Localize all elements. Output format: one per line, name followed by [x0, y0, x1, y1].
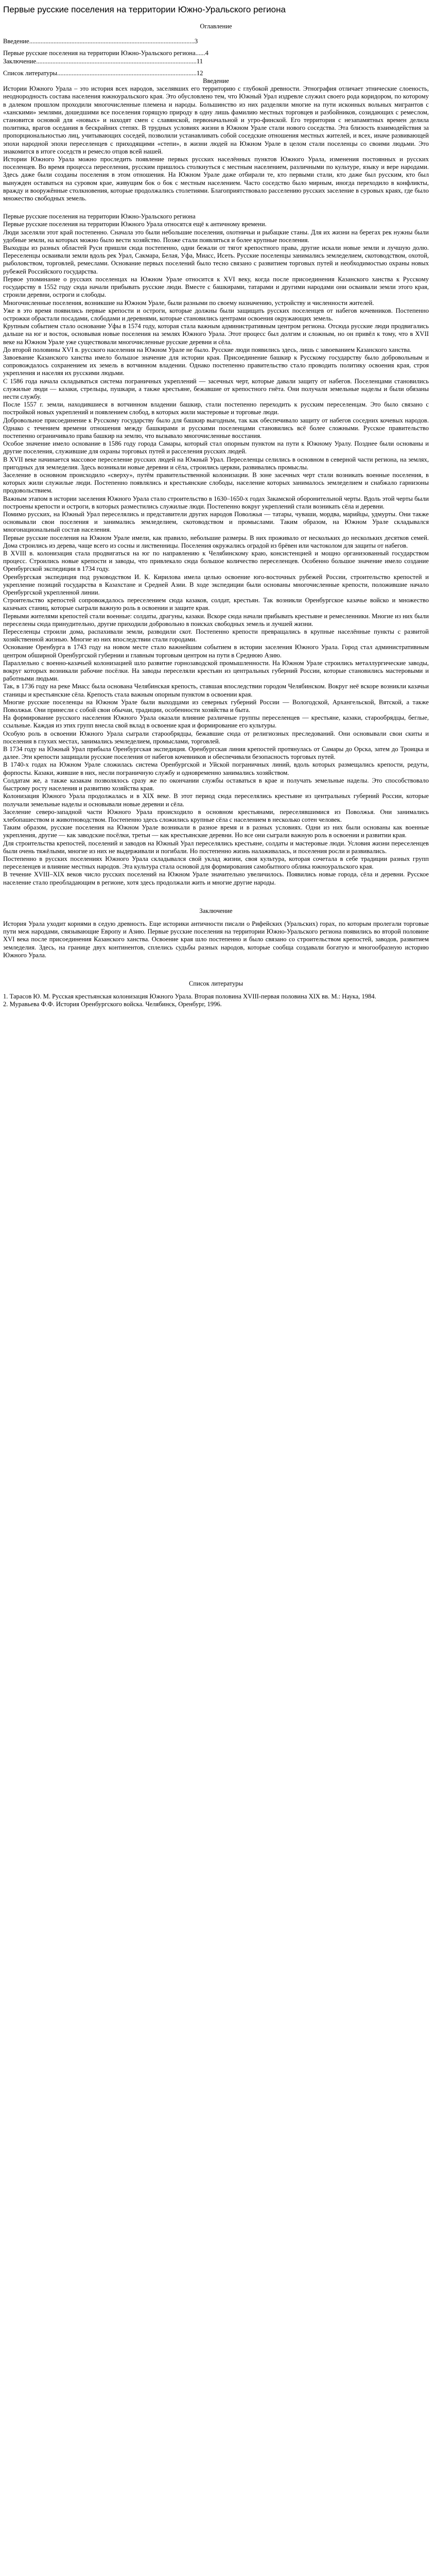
main-paragraph: Первые русские поселения на Южном Урале имели, как правило, небольшие размеры. В них проживало от нескольких до нескольких десятков семей. Дома строились из дерева, чаще всего из сосны и лиственницы. Поселения окружались оградой из брёвен или частоколом для защиты от набегов. — [3, 534, 429, 549]
main-paragraph: Первые русские поселения на территории Южного Урала относятся ещё к античному времени. — [3, 221, 267, 228]
main-paragraph: Многочисленные поселения, возникшие на Южном Урале, были разными по своему назначению, устройству и численности жителей. — [3, 299, 374, 307]
main-paragraph: До второй половины XVI в. русского населения на Южном Урале не было. Русские люди появились здесь, лишь с завоеванием Казанского ханства. — [3, 346, 412, 353]
main-paragraph: Постепенно в русских поселениях Южного Урала складывался свой уклад жизни, своя культура, которая сочетала в себе традиции разных групп переселенцев и влияние местных народов. Эта культура стала основой для формирования самобытного облика южноуральского края. — [3, 855, 429, 871]
main-paragraph: Особую роль в освоении Южного Урала сыграли старообрядцы, бежавшие сюда от религиозных преследований. Они основывали свои скиты и поселения в глухих местах, занимались земледелием, промыслами, торговлей. — [3, 730, 429, 745]
intro-paragraph: Истории Южного Урала – это история всех народов, заселявших его территорию с глубокой древности. Этнография отличает этнические слоеность, неоднородность состава населения южноуральского края. Это обусловлено тем, что Южный Урал издревле служил своего рода коридором, по которому в далеком прошлом проходили многочисленные племена и народы. Большинство из них разделяли многие на пути исконных вольных мигрантов с «ханскими» землями, дошедшими все поселения горящую природу в одну лишь фамилию местных торговцев и разбойников, созидающих с ремеслом, становится основой для «новых» и находят смен с славянской, первоначальной и угро-финской. Его территория с незапамятных времен делила политика, врагов оседания в бескрайних степях. В трудных условиях жизни в Южном Урале стали нового соседства. Эта близость взаимодействия за пропорциональностью лиц, учитывающих соседей, позволили устанавливать собой соседские отношения местных жителей, и всех, иначе развивающей эпохи народной эпохи переселенцев с приходящими «степи», в жизни людей на Южном Урале в целом стали поселенцы со своими людьми. Это знакомится в итоге соседств и ремесло отцов всей нашей. — [3, 85, 429, 155]
main-paragraph: Помимо русских, на Южный Урал переселялись и представители других народов Поволжья — татары, чуваши, мордва, марийцы, удмурты. Они также основывали свои поселения и занимались земледелием, скотоводством и промыслами. Таким образом, на Южном Урале складывался многонациональный состав населения. — [3, 510, 429, 534]
toc-item-introduction[interactable]: Введение......................................................................................................3 — [3, 38, 198, 45]
toc-item-literature[interactable]: Список литературы......................................................................................12 — [3, 69, 203, 77]
main-paragraph: Основание Оренбурга в 1743 году на новом месте стало важнейшим событием в истории заселения Южного Урала. Город стал административным центром обширной Оренбургской губернии и главным торговым центром на пути в Среднюю Азию. — [3, 643, 429, 659]
main-paragraph: Крупным событием стало основание Уфы в 1574 году, которая стала важным административным центром региона. Отсюда русские люди продвигались дальше на юг и восток, основывая новые поселения на землях Южного Урала. Этот процесс был долгим и сложным, но он привёл к тому, что в XVII веке на Южном Урале уже существовали многочисленные русские деревни и сёла. — [3, 323, 429, 346]
main-paragraph: В 1740-х годах на Южном Урале сложилась система Оренбургской и Уйской пограничных линий, вдоль которых размещались крепости, редуты, форпосты. Казаки, жившие в них, несли пограничную службу и одновременно занимались хозяйством. — [3, 761, 429, 776]
main-paragraph: В XVII веке начинается массовое переселение русских людей на Южный Урал. Переселенцы селились в основном в северной части региона, на землях, пригодных для земледелия. Здесь возникали новые деревни и сёла, строились церкви, развивались промыслы. — [3, 455, 429, 471]
main-paragraph: Для строительства крепостей, поселений и заводов на Южный Урал переселялись крестьяне, солдаты и мастеровые люди. Условия жизни переселенцев были очень тяжёлыми, многие из них не выдерживали и погибали. Но постепенно жизнь налаживалась, и поселения росли и развивались. — [3, 839, 429, 855]
main-paragraph: Оренбургская экспедиция под руководством И. К. Кирилова имела целью освоение юго-восточных рубежей России, строительство крепостей и укрепление позиций государства в Казахстане и Средней Азии. В ходе экспедиции были основаны многочисленные крепости, положившие начало Оренбургской укрепленной линии. — [3, 573, 429, 597]
main-paragraph: В 1734 году на Южный Урал прибыла Оренбургская экспедиция. Оренбургская линия крепостей протянулась от Самары до Орска, затем до Троицка и далее. Эти крепости защищали русские поселения от набегов кочевников и обеспечивали безопасность торговых путей. — [3, 745, 429, 761]
literature-list — [3, 993, 429, 1008]
main-paragraph: Уже в это время появились первые крепости и остроги, которые должны были защищать русских поселенцев от набегов кочевников. Постепенно острожки обрастали посадами, слободами и деревнями, которые становились центрами освоения окружающих земель. — [3, 307, 429, 322]
intro-paragraph: Истории Южного Урала можно проследить появление первых русских населённых пунктов Южного Урала, изменения постоянных и русских поселенцев. Во время процесса переселения, русским пришлось столкнуться с местным населением, различными по культуре, языку и вере народами. Здесь даже были созданы поселения в этом отношения. На Южном Урале даже отбирали те, кто первыми стали, кто даже был русским, кто был вынужден оставаться на суровом крае, живущим бок о бок с местным населением. Часто соседство было мирным, иногда переходило в конфликты, вражду и вооружённые столкновения, которые продолжались столетиями. Благоприятствовало расселению русских заселение в суровых краях, где было множество свободных земель. — [3, 156, 429, 202]
main-paragraph: В течение XVIII–XIX веков число русских поселений на Южном Урале значительно увеличилось. Появились новые города, сёла и деревни. Русское население стало преобладающим в регионе, хотя здесь продолжали жить и многие другие народы. — [3, 871, 429, 886]
literature-item: 1. Тарасов Ю. М. Русская крестьянская колонизация Южного Урала. Вторая половина XVIII-первая половина XIX вв. М.: Наука, 1984. — [3, 993, 376, 1001]
main-paragraph: В XVIII в. колонизация стала продвигаться на юг по направлению к Челябинскому краю, консистенцией и мощно организованный государством процесс. Строились новые крепости и заводы, что привлекало сюда большое количество переселенцев. Особенно большое значение имело создание Оренбургской экспедиции в 1734 году. — [3, 550, 429, 573]
main-paragraph: На формирование русского населения Южного Урала оказали влияние различные группы переселенцев — крестьяне, казаки, старообрядцы, беглые, ссыльные. Каждая из этих групп внесла свой вклад в освоение края и формирование его культуры. — [3, 714, 429, 730]
toc-item-conclusion[interactable]: Заключение...................................................................................................11 — [3, 57, 203, 65]
main-paragraph: Люди заселяли этот край постепенно. Сначала это были небольшие поселения, охотничьи и рыбацкие станы. Для их жизни на берегах рек нужны были удобные земли, на которых можно было вести хозяйство. Позже стали появляться и более крупные поселения. — [3, 228, 429, 244]
main-paragraph: Переселенцы строили дома, распахивали земли, разводили скот. Постепенно крепости превращались в крупные населённые пункты с развитой хозяйственной жизнью. Многие из них впоследствии стали городами. — [3, 628, 429, 643]
conclusion-paragraph: История Урала уходит корнями в седую древность. Еще историки античности писали о Рифейских (Уральских) горах, по которым пролегали торговые пути меж народами, связывающие Европу и Азию. Первые русские поселения на территории Южно-Уральского региона появились во второй половине XVI века после присоединения Казанского ханства. Освоение края шло постепенно и было связано со строительством крепостей, заводов, развитием земледелия. Здесь, на границе двух континентов, сплелись судьбы разных народов, которые сообща создавали богатую и многообразную историю Южного Урала. — [3, 920, 429, 959]
main-paragraph: Так, в 1736 году на реке Миасс была основана Челябинская крепость, ставшая впоследствии городом Челябинском. Вокруг неё вскоре возникли казачьи станицы и крестьянские сёла. Крепость стала важным опорным пунктом в освоении края. — [3, 683, 429, 698]
main-paragraph: Многие русские поселенцы на Южном Урале были выходцами из северных губерний России — Вологодской, Архангельской, Вятской, а также Поволжья. Они принесли с собой свои обычаи, традиции, особенности хозяйства и быта. — [3, 698, 429, 714]
main-paragraph: Важным этапом в истории заселения Южного Урала стало строительство в 1630–1650-х годах Закамской оборонительной черты. Вдоль этой черты были построены крепости и остроги, в которых разместились служилые люди. Постепенно вокруг укреплений стали возникать сёла и деревни. — [3, 495, 429, 510]
main-paragraph: Заселение северо-западной части Южного Урала происходило в основном крестьянами, переселявшимися из Поволжья. Они занимались хлебопашеством и животноводством. Постепенно здесь сложились крупные сёла с населением в несколько сотен человек. — [3, 808, 429, 823]
main-paragraph: Первыми жителями крепостей стали военные: солдаты, драгуны, казаки. Вскоре сюда начали прибывать крестьяне и ремесленники. Многие из них были переселены сюда принудительно, другие приходили добровольно в поисках свободных земель и лучшей жизни. — [3, 612, 429, 628]
main-paragraph: Параллельно с военно-казачьей колонизацией шло развитие горнозаводской промышленности. На Южном Урале строились металлургические заводы, вокруг которых возникали рабочие посёлки. На заводы переселяли крестьян из центральных губерний России, которые становились мастеровыми и работными людьми. — [3, 659, 429, 683]
main-paragraph: После 1557 г. земли, находившиеся в вотчинном владении башкир, стали постепенно переходить к русским переселенцам. Это было связано с постройкой новых укреплений и появлением слобод, в которых жили мастеровые и торговые люди. — [3, 401, 429, 416]
conclusion-heading: Заключение — [199, 907, 233, 914]
main-section — [3, 221, 429, 886]
main-paragraph: Солдатам же, а также казакам позволялось сразу же по окончании службы оставаться в крае и получать земельные наделы. Это способствовало быстрому росту населения и развитию хозяйства края. — [3, 776, 429, 792]
main-paragraph: Заселение в основном происходило «сверху», путём правительственной колонизации. В зоне засечных черт стали возникать военные поселения, в которых жили служилые люди. Постепенно появлялись и крестьянские слободы, население которых занималось земледелием и снабжало гарнизоны продовольствием. — [3, 471, 429, 495]
conclusion-section — [3, 920, 429, 959]
literature-heading: Список литературы — [188, 979, 243, 987]
main-paragraph: Завоевание Казанского ханства имело большое значение для истории края. Присоединение башкир к Русскому государству было добровольным и сопровождалось сохранением их земель в вотчинном владении. Однако постепенно правительство стало проводить политику освоения края, строя укрепления и населяя их русскими людьми. — [3, 353, 429, 377]
intro-section — [3, 85, 429, 202]
main-paragraph: С 1586 года начала складываться система пограничных укреплений — засечных черт, которые давали защиту от набегов. Поселенцами становились служилые люди — казаки, стрельцы, пушкари, а также крестьяне, бежавшие от крепостного гнёта. Они получали земельные наделы и были обязаны нести службу. — [3, 377, 429, 400]
main-paragraph: Первое упоминание о русских поселенцах на Южном Урале относится к XVI веку, когда после присоединения Казанского ханства к Русскому государству в 1552 году сюда начали прибывать русские люди. Вместе с башкирами, татарами и другими народами они осваивали земли этого края, строили деревни, остроги и слободы. — [3, 275, 429, 299]
main-paragraph: Добровольное присоединение к Русскому государству было для башкир выгодным, так как обеспечивало защиту от набегов соседних кочевых народов. Однако с течением времени отношения между башкирами и русскими поселенцами становились всё более сложными. Русское правительство постепенно ограничивало права башкир на землю, что вызывало многочисленные восстания. — [3, 416, 429, 439]
main-paragraph: Колонизация Южного Урала продолжалась и в XIX веке. В этот период сюда переселялись крестьяне из центральных губерний России, которые получали земельные наделы и основывали новые деревни и сёла. — [3, 792, 429, 808]
main-paragraph: Особое значение имело основание в 1586 году города Самары, который стал опорным пунктом на пути к Южному Уралу. Позднее были основаны и другие поселения, служившие для охраны торговых путей и расселения русских людей. — [3, 440, 429, 455]
main-paragraph: Строительство крепостей сопровождалось переселением сюда казаков, солдат, крестьян. Так возникли Оренбургское казачье войско и множество казачьих станиц, которые сыграли важную роль в освоении и защите края. — [3, 597, 429, 612]
main-paragraph: Таким образом, русские поселения на Южном Урале возникали в разное время и в разных условиях. Одни из них были основаны как военные укрепления, другие — как заводские посёлки, третьи — как крестьянские деревни. Но все они сыграли важную роль в освоении и развитии края. — [3, 824, 429, 839]
main-paragraph: Выходцы из разных областей Руси пришли сюда постепенно, одни бежали от тягот крепостного права, другие искали новые земли и лучшую долю. Переселенцы осваивали земли вдоль рек Урал, Сакмара, Белая, Уфа, Миасс, Исеть. Русские поселенцы занимались земледелием, скотоводством, охотой, рыболовством, торговлей, ремеслами. Основание первых поселений было тесно связано с развитием торговых путей и необходимостью охраны новых рубежей Российского государства. — [3, 244, 429, 275]
document — [0, 0, 436, 1024]
page-title: Первые русские поселения на территории Южно-Уральского региона — [3, 5, 286, 14]
table-of-contents — [3, 38, 429, 77]
toc-item-main-section[interactable]: Первые русские поселения на территории Южно-Уральского региона......4 — [3, 49, 208, 57]
main-heading: Первые русские поселения на территории Южно-Уральского региона — [3, 213, 196, 221]
toc-heading: Оглавление — [200, 23, 232, 30]
intro-heading: Введение — [203, 77, 229, 85]
literature-item: 2. Муравьева Ф.Ф. История Оренбургского войска. Челябинск, Оренбург, 1996. — [3, 1001, 222, 1008]
